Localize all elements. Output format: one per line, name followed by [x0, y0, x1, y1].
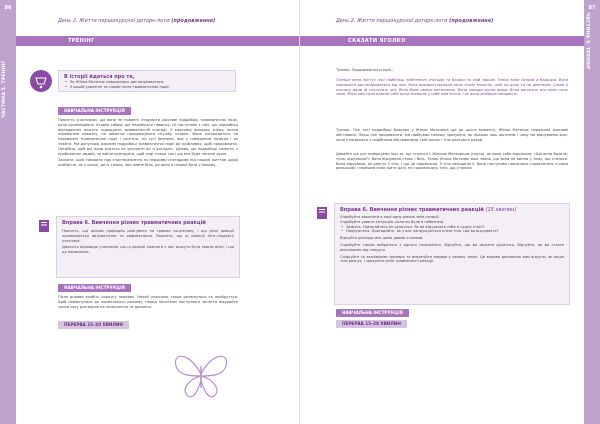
left-exercise-box: [56, 216, 240, 278]
left-section1-paragraph-1: Поясніть учасникам, що вони не повинні згадувати жахливі подробиці травматичної події, коли розповідають історію собою, ще перевіряти навичку. Ці поступове з тим, що подробиці відтвореннє можуть зашкодити травматичній спогаді. У кожному випадку жінка, котра перевіряла навичку, не вимогла продовжувати службу історію. Вона зосередитеся на перевірені травматичної події і спитати, по суті безпеки, яка у наведеним позиція і як знайти. Ми допускаю жахливі подробиці травматичної події до особливих, щоб продовжити. Потрібно, щоб ми, вони вчаться не зупиняти на «Сьогодні». Цікаво, ще подробиці сюжети, з проблемних людей, чи вміли пригадати, щоб тоді тільки так і ще все буде неначе дуже.: [58, 118, 238, 156]
right-exercise-line-2: Спробуйте уявити ситуацію, коли ви були в небезпеці.: [340, 219, 445, 224]
right-exercise-more-2: Спробуйте також вибратися з одного положення. Відчуйте, що ви можете рухатися. Відчуйте, як ви стаєте вільнішими від напруги.: [340, 242, 564, 252]
left-break-bar: ПЕРЕРВА 15–20 ХВИЛИН: [58, 321, 129, 329]
butterfly-icon: [170, 346, 232, 402]
left-banner: ТРЕНІНГ: [16, 36, 300, 46]
right-exercise-title: Вправа 6. Вивчення різних травматичних реакцій: [340, 207, 484, 213]
left-running-header: [58, 18, 215, 24]
left-section1-text: [58, 118, 238, 206]
right-exercise-bullet-2: • Напружтеся. Пригадайте, як у вас напружуються м’язи тіла. Що ви відчуваєте?: [340, 229, 564, 234]
left-section2-text: Після вправи зробіть коротку перерву. Нехай учасники трохи розімнуться та пройдуться. Щоб повернутися до нормального режиму, перед початком наступного заняття відкрийте трохи часу для вправ на заземлення та дихання.: [58, 295, 238, 309]
right-exercise-box: [334, 203, 570, 305]
right-book-icon: [316, 206, 328, 220]
goal-title: В історії йдеться про те,: [64, 74, 135, 80]
right-story-paragraph: Давайте ще раз поміркуємо про те, що сталося з Жінкою Метеликом (пауза), як вона себе відчувала. «Що вона бачила, чула, відчувала?» Вона відчувала страх і біль. Тепер Жінка Метелик вже знала, що вона не винна у тому, що сталося. Вона відчувала, як реагує її тіло, і що це нормально. Її тіло захищало її. Вона поступово навчилася справлятися з цими реакціями і знайшла сили жити далі, не соромлячись того, що сталося.: [336, 152, 568, 171]
right-break-bar: ПЕРЕРВА 15–20 ХВИЛИН: [336, 320, 407, 328]
right-exercise-line-1: Спробуйте виконати в парі одну рівень змін позиції.: [340, 215, 440, 219]
left-running-header-suffix: (продовження): [171, 18, 216, 24]
left-exercise-paragraph-1: Поясніть, що цілком природно реагувати на травми по-різному, і що різні реакції проявляються автоматично та рефлекторно. Поясніть, що ці реакції піти-сподьогу учасника.: [62, 229, 234, 243]
right-exercise-time: (15 хвилин): [485, 207, 517, 213]
right-story-italic: Пізніше вона листує свої найбільш небезпечні спогади та боязки на свій зіркові. Тепер вона сильна й бадьора. Вона навчилася дистанціюватися від них. Вона використовувала свою сполу енергію, щоб на дощі та на фантазію. Слова її наснагу дали їй сполучить дні. Вона була самою метеликом. Вона завжди росла вища. Вона виносить все крізь силу свою. Вона має сили власне себе вона знайшла у себе пам’ятати, і як вона знайшла сміливість.: [336, 78, 568, 97]
left-section2-label: НАВЧАЛЬНА ІНСТРУКЦІЯ: [58, 284, 131, 292]
right-exercise-bullet-1: • Замріть. Намагайтеся не рухатися. Як ви відчуваєте себе в цьому стані?: [340, 225, 564, 230]
right-page-number: 87: [588, 5, 596, 11]
left-section1-label: НАВЧАЛЬНА ІНСТРУКЦІЯ: [58, 107, 131, 115]
left-side-label: ЧАСТИНА 5. ТРЕНІНГ: [2, 60, 7, 118]
book-icon: [38, 219, 50, 233]
left-running-header-text: День 2. Життя першокурсної доторк-лоти: [58, 18, 170, 24]
right-running-header-text: День 2. Життя першокурсної доторк-лоти: [336, 18, 448, 24]
right-banner-text: СКАЗАТИ ЯГОЛКО: [348, 38, 406, 44]
right-trainer-paragraph: Тренер. Ось такі подробиці бувалих у Жінки Метелика ще до цього моменту. Жінка Метелик пережила жахливі обставини. Перш ніж продовжити, ми пробуємо спершу зрозуміти, як працює наш організм і чому ми відчуваємо жах, коли стикаємося з подібними обставинами. Цей мозок і тіло реагують разом.: [336, 128, 568, 142]
right-exercise-more-1: Відчуйте різницю між цими двома станами.: [340, 236, 424, 241]
right-section-label: НАВЧАЛЬНА ІНСТРУКЦІЯ: [336, 309, 409, 317]
left-page-number: 86: [4, 5, 12, 11]
goal-box: [58, 70, 236, 92]
circle-goal-icon: [30, 70, 52, 92]
right-running-header: [336, 18, 493, 24]
goal-icon-graphic: [30, 70, 52, 92]
left-exercise-paragraph-2: Донесіть відповідь учасників, що ці реакції кожного з нас можуть бути зовсім різні, і що це нормально.: [62, 245, 234, 255]
left-exercise-text: [62, 229, 234, 255]
right-running-header-suffix: (продовження): [449, 18, 494, 24]
goal-item-2: • У вашій уявленні та справі після травматичної події.: [64, 85, 230, 90]
left-exercise-title: Вправа 6. Вивчення різних травматичних реакцій: [62, 220, 206, 226]
right-exercise-title-row: [340, 207, 564, 213]
right-banner: [300, 36, 584, 46]
goal-item-1: • Як Жінка Метелик наважилася дистанціюватися.: [64, 80, 230, 85]
left-section1-paragraph-2: Заохоти, щоб говорити про спостереження за першими спогадами під нашим життям щодо особистої, як у школі, де їх тяжко, про певне біль, де вони в позиції бути у іншому.: [58, 158, 238, 168]
right-side-label: ЧАСТИНА 5. ТРЕНІНГ: [585, 12, 590, 70]
right-exercise-more-3: Слідкуйте за вказівками тренера та виконуйте вправи у своєму темпі. Це вправа допоможе вам відчути, як ваше тіло реагує, і зрозуміти різні травматичні реакції.: [340, 254, 564, 264]
right-story-intro: Тренер. Продовження історії...: [336, 68, 395, 72]
